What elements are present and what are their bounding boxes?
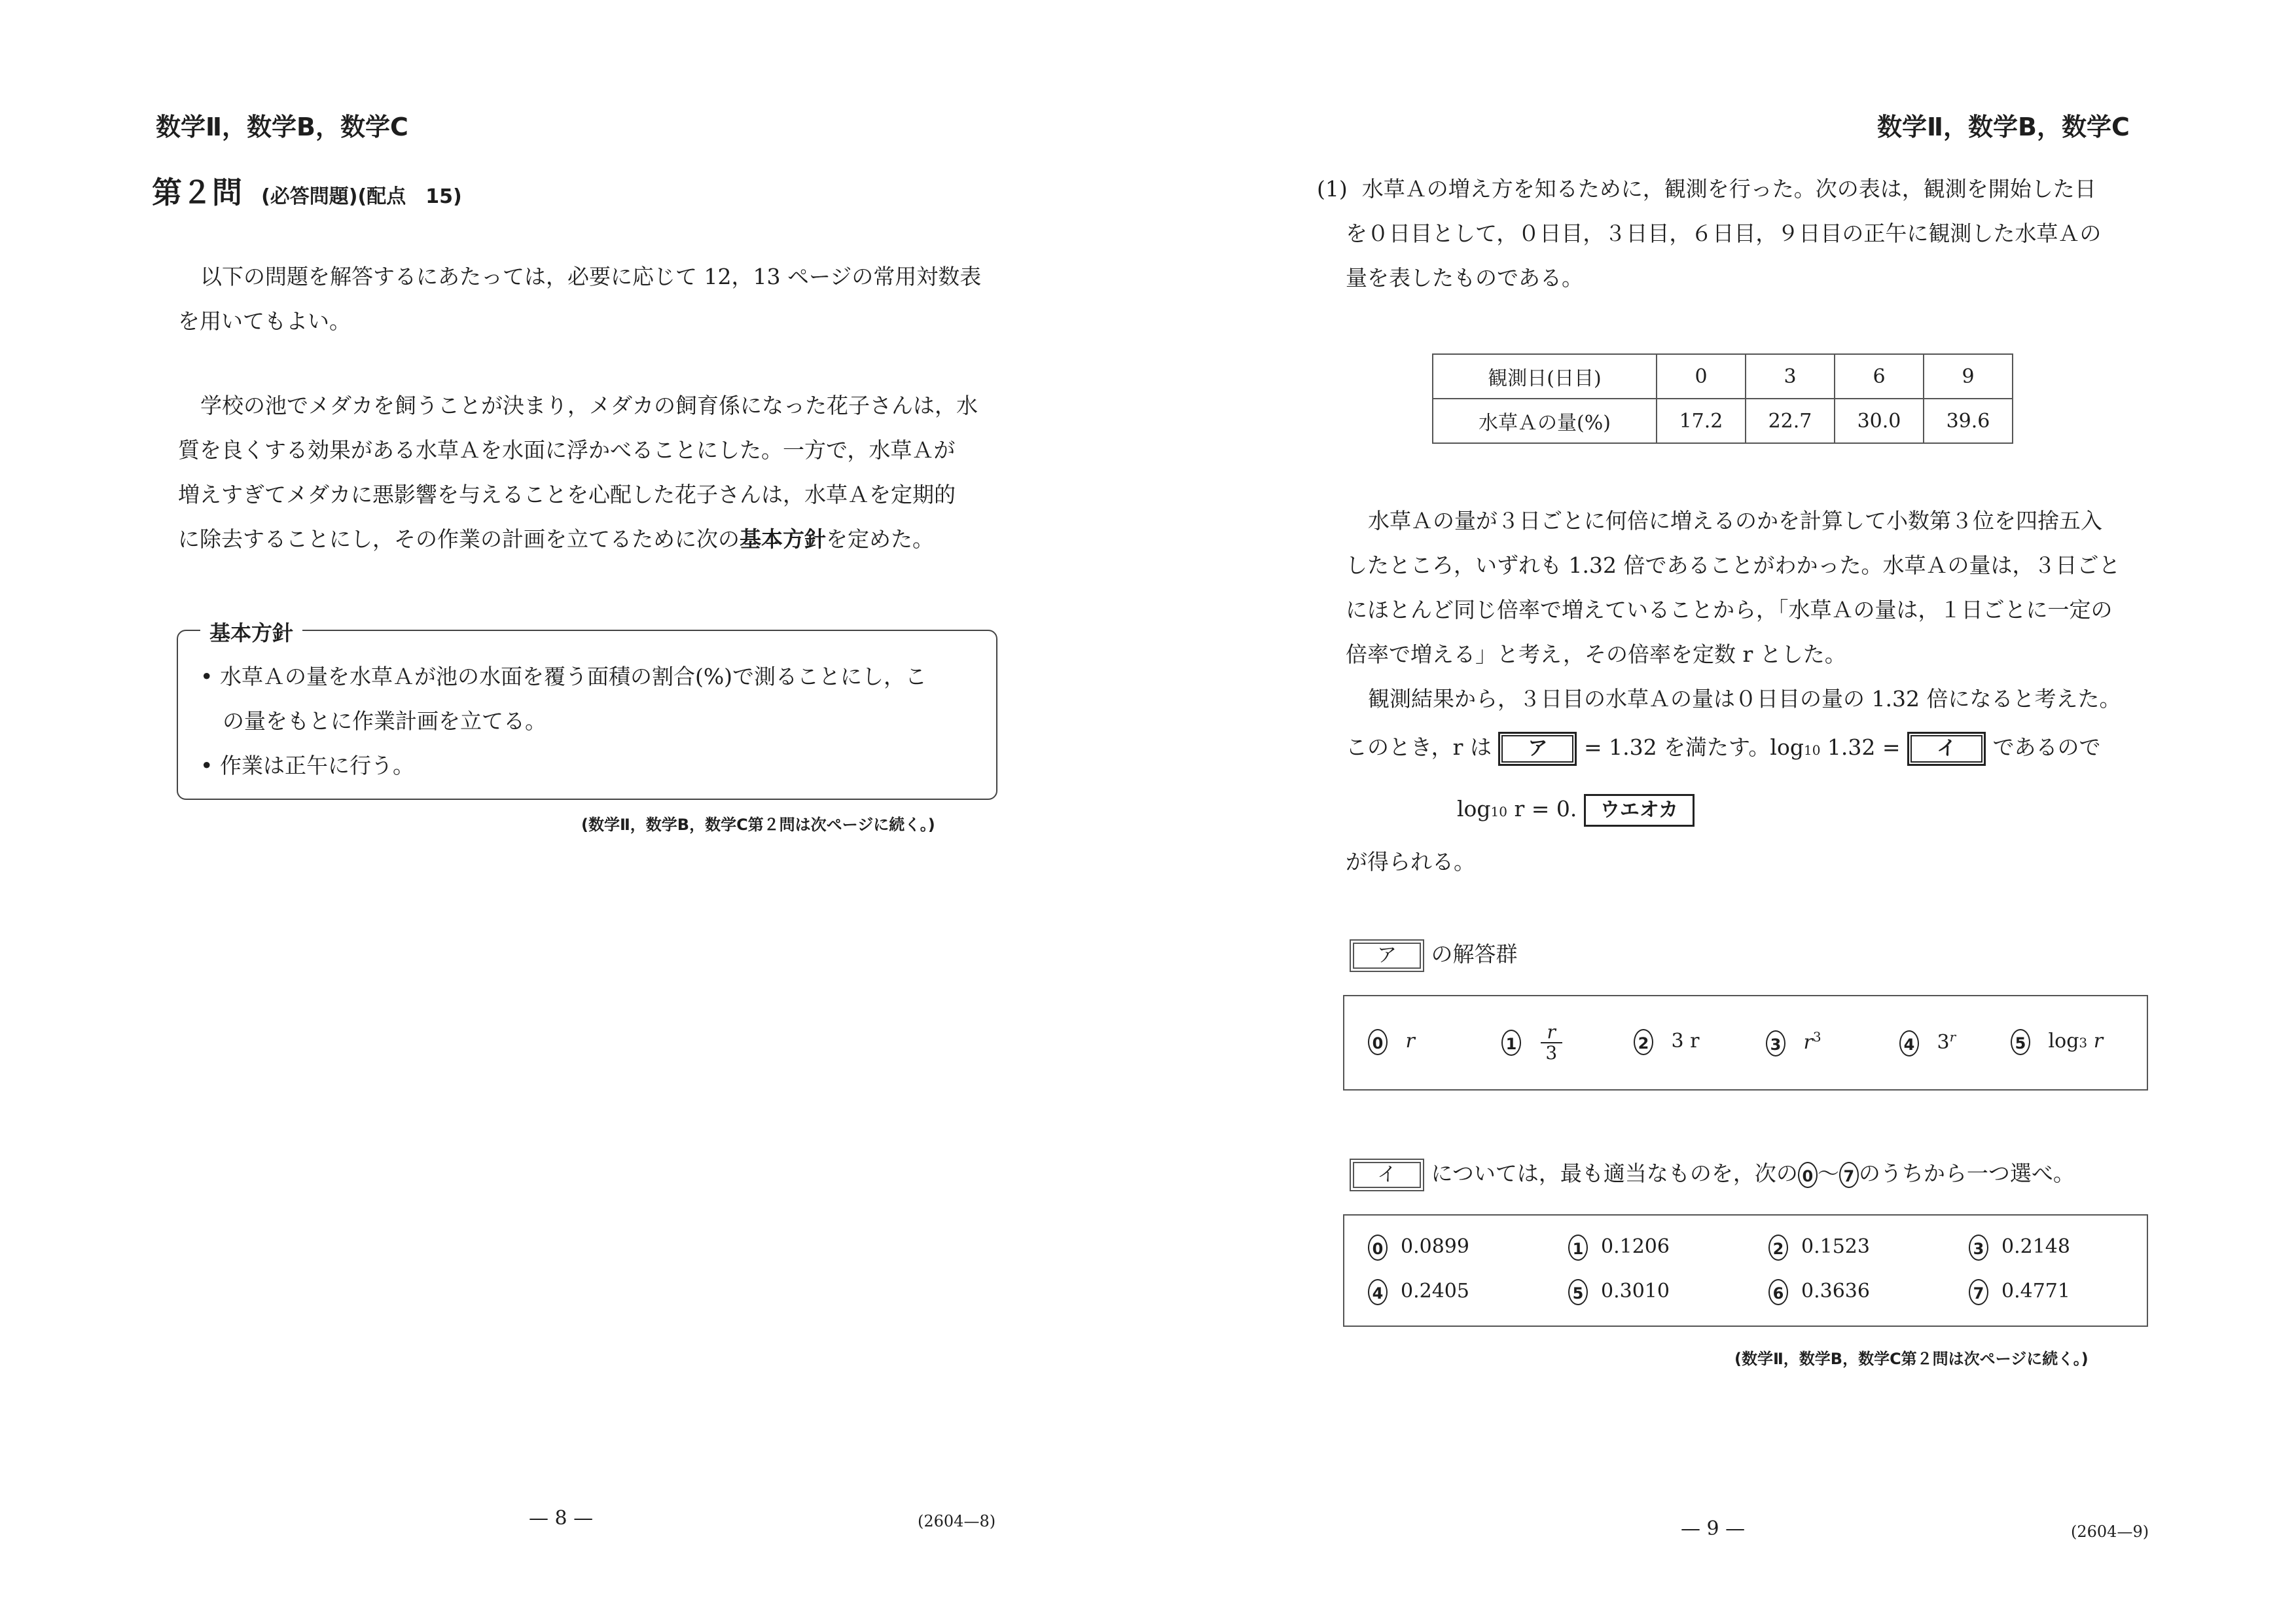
choice-i-6[interactable] (1768, 1279, 1870, 1305)
policy-item-2: • 作業は正午に行う。 (200, 753, 414, 778)
calc-line-4: 倍率で増える」と考え，その倍率を定数 r とした。 (1346, 641, 1846, 667)
right-subject-header: 数学Ⅱ，数学B，数学C (1877, 113, 2130, 141)
choice-i-0[interactable] (1368, 1235, 1469, 1261)
fraction-denominator: 3 (1545, 1042, 1558, 1064)
right-page-code: (2604—9) (2071, 1523, 2149, 1541)
part1-line-1-text: 水草Ａの増え方を知るために，観測を行った。次の表は，観測を開始した日 (1361, 176, 2096, 202)
choice-number: 7 (1969, 1279, 1988, 1305)
choice-base: 3 (1937, 1031, 1950, 1054)
fraction-numerator: r (1541, 1022, 1562, 1043)
story-line-1: 学校の池でメダカを飼うことが決まり，メダカの飼育係になった花子さんは，水 (200, 393, 978, 418)
choice-number: 6 (1768, 1279, 1788, 1305)
story-line-4-end: を定めた。 (826, 526, 934, 552)
choice-value: 0.0899 (1401, 1235, 1469, 1258)
instruction-i (1350, 1155, 2075, 1192)
choice-number: 5 (2011, 1029, 2030, 1055)
choice-text: 3 r (1671, 1030, 1700, 1053)
choice-number: 3 (1766, 1030, 1785, 1056)
left-page-number: — 8 — (529, 1507, 594, 1530)
eq-prefix: このとき，r は (1346, 734, 1492, 760)
choice-i-3[interactable] (1969, 1235, 2070, 1261)
log-sub: 10 (1490, 804, 1507, 820)
table-header-days: 観測日(日目) (1433, 354, 1657, 399)
choice-number: 1 (1501, 1030, 1521, 1056)
part1-text (1317, 167, 2101, 300)
choice-log-base: 3 (2079, 1035, 2088, 1051)
choice-value: 0.4771 (2001, 1280, 2070, 1303)
story-line-3: 増えすぎてメダカに悪影響を与えることを心配した花子さんは，水草Ａを定期的 (178, 482, 956, 507)
choice-i-5[interactable] (1568, 1279, 1670, 1305)
table-cell: 6 (1835, 354, 1924, 399)
choice-a-0[interactable] (1368, 1029, 1415, 1055)
answer-box-uoka[interactable]: ウエオカ (1584, 794, 1695, 827)
choice-a-1[interactable] (1501, 1022, 1562, 1063)
answer-box-a-ref (1350, 939, 1424, 972)
choice-value: 0.1523 (1801, 1235, 1870, 1258)
choice-i-1[interactable] (1568, 1235, 1670, 1261)
policy-item-1-cont: の量をもとに作業計画を立てる。 (223, 708, 547, 734)
range-from: 0 (1798, 1162, 1818, 1188)
choice-fraction (1541, 1022, 1562, 1063)
calc-line-5: 観測結果から，３日目の水草Ａの量は０日目の量の 1.32 倍になると考えた。 (1368, 686, 2121, 712)
story-text (178, 384, 978, 562)
choices-i-box (1343, 1214, 2148, 1327)
answer-group-a-label: の解答群 (1431, 941, 1518, 967)
intro-text (178, 255, 981, 344)
question-heading (152, 169, 462, 212)
part1-line-2: を０日目として，０日目，３日目，６日目，９日目の正午に観測した水草Ａの (1346, 221, 2102, 246)
table-cell: 39.6 (1924, 399, 2013, 443)
left-continue-note: (数学Ⅱ，数学B，数学C第２問は次ページに続く。) (581, 816, 935, 834)
choice-text: r (1405, 1030, 1415, 1053)
choice-number: 5 (1568, 1279, 1588, 1305)
choice-exponent: r (1949, 1029, 1956, 1045)
choice-a-4[interactable] (1899, 1029, 1956, 1056)
range-tilde: 〜 (1817, 1161, 1839, 1186)
calc-line-2: したところ，いずれも 1.32 倍であることがわかった。水草Ａの量は，３日ごと (1346, 552, 2121, 578)
table-cell: 0 (1657, 354, 1746, 399)
choice-exponent: 3 (1812, 1029, 1821, 1045)
answer-box-i-ref-label: イ (1353, 1162, 1421, 1188)
policy-items (200, 655, 927, 788)
log-equation (1457, 791, 1695, 830)
equation-line (1346, 729, 2101, 768)
choice-number: 4 (1899, 1030, 1919, 1056)
table-cell: 9 (1924, 354, 2013, 399)
table-header-amount: 水草Ａの量(%) (1433, 399, 1657, 443)
eq-sub10: 10 (1803, 742, 1821, 758)
choice-number: 2 (1634, 1029, 1653, 1055)
right-continue-note: (数学Ⅱ，数学B，数学C第２問は次ページに続く。) (1734, 1350, 2089, 1368)
choice-value: 0.1206 (1601, 1235, 1670, 1258)
answer-group-a-heading (1350, 936, 1518, 973)
calc-line-3: にほとんど同じ倍率で増えていることから，「水草Ａの量は，１日ごとに一定の (1346, 597, 2113, 623)
story-line-4 (178, 517, 978, 562)
observation-table (1432, 353, 2013, 444)
choice-value: 0.2405 (1401, 1280, 1469, 1303)
choice-a-2[interactable] (1634, 1029, 1700, 1055)
answer-box-i[interactable] (1907, 732, 1986, 766)
log-prefix: log (1457, 796, 1491, 821)
instruction-i-end: のうちから一つ選べ。 (1858, 1161, 2075, 1186)
part1-line-3: 量を表したものである。 (1346, 265, 1583, 291)
table-row-days (1433, 354, 2013, 399)
table-cell: 17.2 (1657, 399, 1746, 443)
part1-label: (1) (1317, 176, 1348, 202)
story-bold-policy: 基本方針 (740, 526, 826, 552)
story-line-2: 質を良くする効果がある水草Ａを水面に浮かべることにした。一方で，水草Ａが (178, 437, 956, 463)
choice-i-4[interactable] (1368, 1279, 1469, 1305)
table-cell: 30.0 (1835, 399, 1924, 443)
left-subject-header: 数学Ⅱ，数学B，数学C (156, 113, 408, 141)
answer-box-a[interactable] (1498, 732, 1577, 766)
log-mid: r = 0. (1507, 796, 1577, 821)
question-note: (必答問題)(配点 15) (261, 185, 462, 208)
choice-i-7[interactable] (1969, 1279, 2070, 1305)
answer-box-i-ref (1350, 1159, 1424, 1191)
policy-title: 基本方針 (200, 617, 302, 647)
intro-line-2: を用いてもよい。 (178, 308, 351, 334)
result-line: が得られる。 (1346, 849, 1475, 875)
choice-log: log (2048, 1030, 2079, 1053)
instruction-i-text: については，最も適当なものを，次の (1431, 1161, 1798, 1186)
calc-line-1: 水草Ａの量が３日ごとに何倍に増えるのかを計算して小数第３位を四捨五入 (1368, 508, 2102, 533)
choice-number: 0 (1368, 1235, 1388, 1261)
right-page-number: — 9 — (1681, 1517, 1746, 1540)
answer-box-a-label: ア (1501, 735, 1573, 763)
calc-text (1346, 499, 2121, 721)
left-page-code: (2604—8) (918, 1512, 996, 1530)
policy-item-1: • 水草Ａの量を水草Ａが池の水面を覆う面積の割合(%)で測ることにし，こ (200, 664, 927, 689)
choice-a-5[interactable] (2011, 1029, 2103, 1055)
choice-base: r (1803, 1031, 1813, 1054)
answer-box-a-ref-label: ア (1353, 943, 1421, 969)
choice-value: 0.2148 (2001, 1235, 2070, 1258)
table-cell: 22.7 (1746, 399, 1835, 443)
choice-number: 0 (1368, 1029, 1388, 1055)
choice-number: 1 (1568, 1235, 1588, 1261)
choice-a-3[interactable] (1766, 1029, 1821, 1056)
table-cell: 3 (1746, 354, 1835, 399)
choice-number: 2 (1768, 1235, 1788, 1261)
table-row-amounts (1433, 399, 2013, 443)
intro-line-1: 以下の問題を解答するにあたっては，必要に応じて 12，13 ページの常用対数表 (200, 264, 982, 289)
choice-number: 3 (1969, 1235, 1988, 1261)
choice-value: 0.3636 (1801, 1280, 1870, 1303)
part1-line-1 (1317, 167, 2101, 211)
choice-number: 4 (1368, 1279, 1388, 1305)
choice-value: 0.3010 (1601, 1280, 1670, 1303)
answer-box-i-label: イ (1910, 735, 1982, 763)
choice-i-2[interactable] (1768, 1235, 1870, 1261)
eq-mid: = 1.32 を満たす。log (1583, 734, 1804, 760)
eq-mid2: 1.32 = (1820, 734, 1901, 760)
eq-suffix: であるので (1992, 734, 2101, 760)
question-number: 第２問 (152, 175, 242, 210)
range-to: 7 (1839, 1162, 1859, 1188)
choice-log-arg: r (2087, 1030, 2104, 1053)
story-line-4-text: に除去することにし，その作業の計画を立てるために次の (178, 526, 740, 552)
